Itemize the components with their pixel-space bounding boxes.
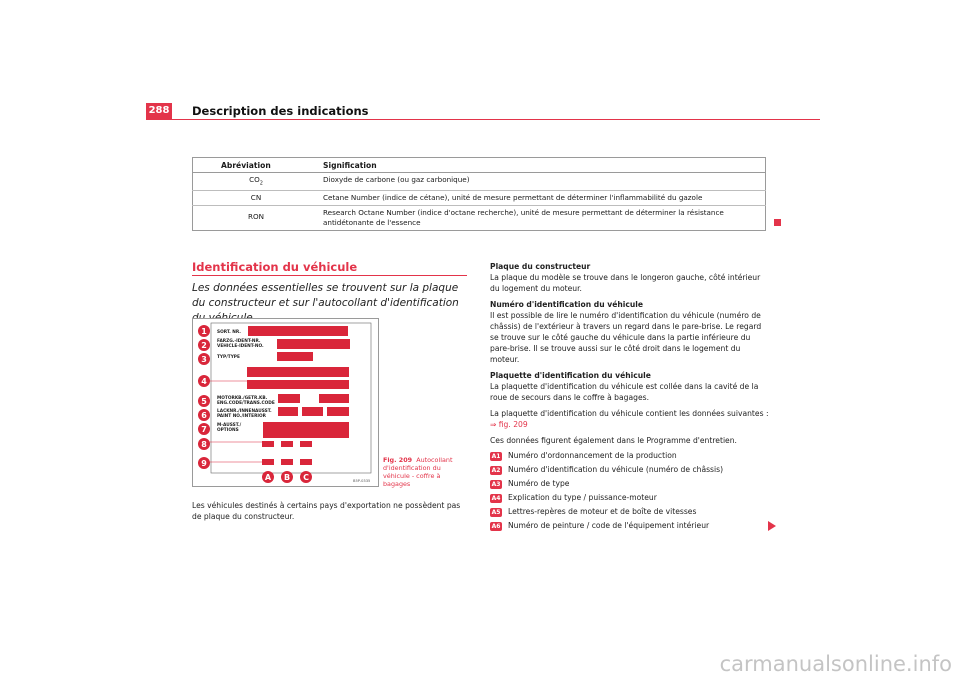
column-header-abbreviation: Abréviation [193,158,320,173]
abbr-cell: $CO_2$ [193,173,320,191]
item-badge: A4 [491,494,501,502]
section-end-marker [774,219,781,226]
heading-plaque-constructeur: Plaque du constructeur [490,262,591,271]
table-row [193,206,766,231]
field-option-b [281,441,293,447]
column-header-meaning: Signification [319,158,766,173]
page-title: Description des indications [192,104,369,118]
field-power [247,380,349,389]
abbr-cell: RON [193,206,320,231]
label-fahrzeug-ident: FARZG.-IDENT-NR. [217,339,261,344]
right-column-text [490,261,770,446]
field-code-c [300,459,312,465]
item-badge: A1 [491,452,501,460]
section-divider [192,275,467,276]
item-badge: A6 [491,522,501,530]
page-number: 288 [146,103,172,119]
field-engine-code [278,394,300,403]
field-extra [327,407,349,416]
svg-text:B: B [283,473,291,482]
section-lead: Les données essentielles se trouvent sur la plaque du constructeur et sur l'autocollant d'identification [192,282,459,309]
table-row [193,191,766,206]
list-item: A1 Numéro d'ordonnancement de la production [491,451,677,460]
meaning-cell: Dioxyde de carbone (ou gaz carbonique) [319,173,766,191]
figure-reference-link[interactable]: ⇒ fig. 209 [490,420,528,429]
label-vehicle-ident: VEHICLE-IDENT-NO. [217,344,264,349]
svg-text:A: A [264,473,272,482]
list-item: A4 Explication du type / puissance-moteur [491,493,657,502]
field-option-c [300,441,312,447]
field-options [263,422,349,438]
table-header-row [193,158,766,173]
item-badge: A2 [491,466,501,474]
paragraph-data: La plaquette d'identification du véhicule contient les données suivantes : [490,409,769,418]
label-options: OPTIONS [217,428,239,433]
field-interior [302,407,323,416]
label-sort-nr: SORT. NR. [217,330,241,335]
list-item: A6 Numéro de peinture / code de l'équipement intérieur [491,521,710,530]
label-lacknr: LACKNR./INNENAUSST. [217,409,272,414]
field-vin [277,339,350,349]
heading-plaquette: Plaquette d'identification du véhicule [490,371,651,380]
label-paint-no: PAINT NO./INTERIOR [217,414,266,419]
header-divider [146,119,820,120]
field-code-b [281,459,293,465]
svg-text:5: 5 [201,397,207,406]
figure-209 [192,318,379,487]
item-badge: A5 [491,508,501,516]
figure-code: B5P-0335 [353,479,371,483]
callout-letters [262,471,312,483]
next-page-arrow-icon [768,521,776,531]
paragraph-plaque: La plaque du modèle se trouve dans le longeron gauche, côté intérieur du logement du moteur. [490,273,761,293]
watermark: carmanualsonline.info [719,652,952,676]
svg-text:8: 8 [201,440,207,449]
label-type: TYP/TYPE [217,355,240,360]
svg-text:6: 6 [201,411,207,420]
svg-text:4: 4 [201,377,207,386]
paragraph-vin: Il est possible de lire le numéro d'identification du véhicule (numéro de châssis) de l'extérieur à travers un regard dans le pare-brise. Le regard se trouve sur le côté gauche du véhicule dans la partie inférieure du pare-brise. Il se trouve aussi sur le côté droit dans le logement du moteur. [490,311,762,364]
meaning-cell: Research Octane Number (indice d'octane recherche), unité de mesure permettant de déterminer la résistance antidétonante de l'essence [319,206,766,231]
abbr-cell: CN [193,191,320,206]
field-paint [278,407,298,416]
field-option-a [262,441,274,447]
label-m-ausst: M-AUSST./ [217,423,242,428]
list-item: A3 Numéro de type [491,479,570,488]
item-badge: A3 [491,480,501,488]
callout-numbers [198,325,210,469]
meaning-cell: Cetane Number (indice de cétane), unité de mesure permettant de déterminer l'inflammabilité du gazole [319,191,766,206]
field-type-explanation [247,367,349,377]
paragraph-maintenance: Ces données figurent également dans le Programme d'entretien. [490,436,737,445]
section-title: Identification du véhicule [192,260,358,274]
label-motorkb: MOTORKB./GETR.KB. [217,396,268,401]
svg-text:C: C [303,473,309,482]
abbreviation-table [192,157,766,231]
list-item: A5 Lettres-repères de moteur et de boîte de vitesses [491,507,697,516]
field-sort-nr [248,326,348,336]
svg-text:2: 2 [201,341,207,350]
list-item: A2 Numéro d'identification du véhicule (numéro de châssis) [491,465,724,474]
vehicle-id-sticker-illustration [193,319,378,486]
field-code-a [262,459,274,465]
export-note: Les véhicules destinés à certains pays d'exportation ne possèdent pas de plaque du constructeur. [192,501,461,521]
svg-text:9: 9 [201,459,207,468]
table-row [193,173,766,191]
figure-caption: Fig. 209 Autocollant d'identification du véhicule - coffre à bagages [383,456,453,488]
svg-text:3: 3 [201,355,207,364]
field-trans-code [319,394,349,403]
svg-text:1: 1 [201,327,207,336]
paragraph-plaquette: La plaquette d'identification du véhicule est collée dans la cavité de la roue de secours dans le coffre à bagages. [490,382,759,402]
heading-vin: Numéro d'identification du véhicule [490,300,644,309]
label-eng-code: ENG.CODE/TRANS.CODE [217,401,275,406]
svg-text:7: 7 [201,425,207,434]
field-type [277,352,313,361]
